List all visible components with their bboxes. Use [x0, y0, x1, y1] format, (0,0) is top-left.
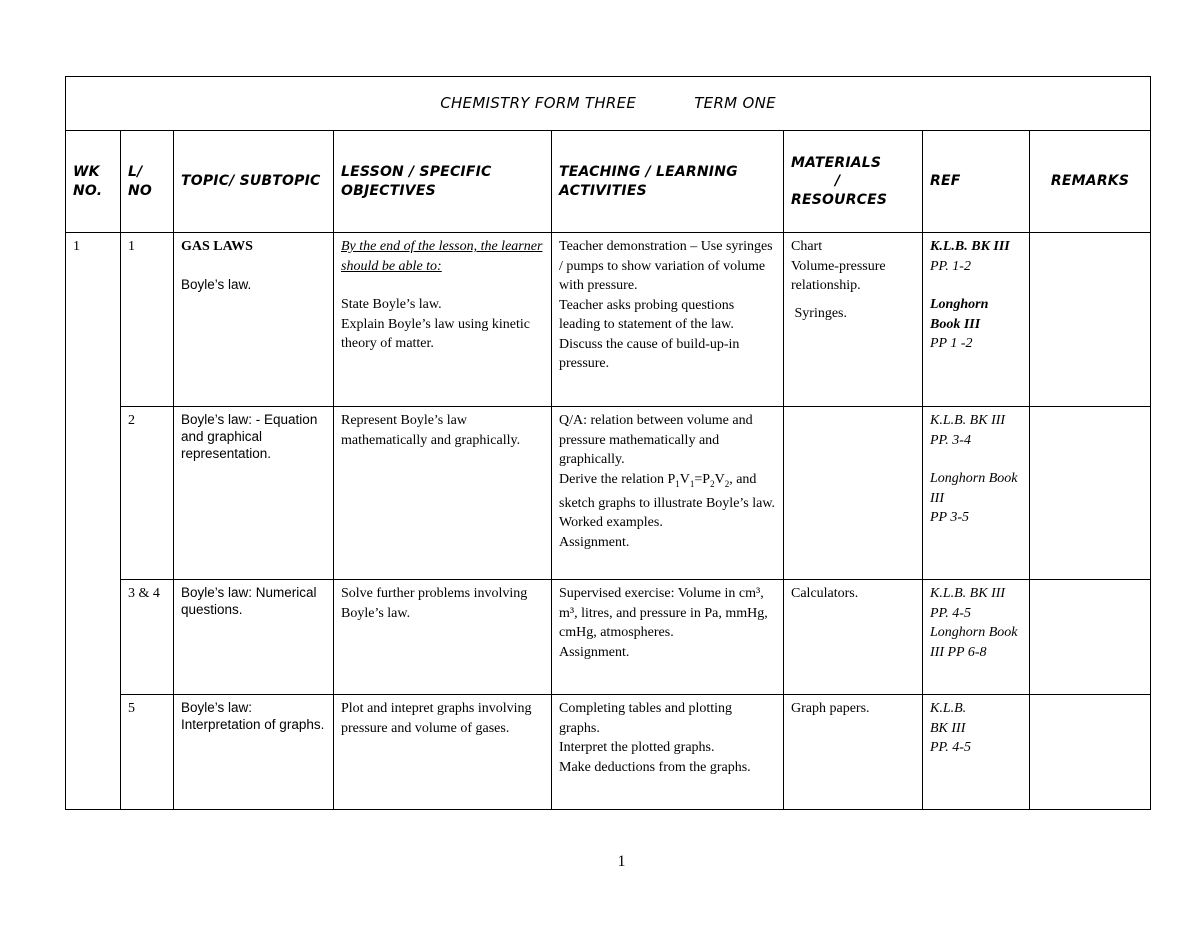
header-materials-line2: / [835, 173, 841, 190]
topic-cell: Boyle’s law: Numerical questions. [174, 580, 334, 695]
activity-item: Discuss the cause of build-up-in pressure. [559, 336, 740, 371]
ref-item: PP. 4-5 [930, 740, 971, 755]
header-materials [784, 131, 923, 233]
activity-item: Completing tables and plotting graphs. [559, 701, 733, 736]
lesson-number: 5 [121, 695, 174, 810]
ref-item: PP. 1-2 [930, 258, 971, 274]
header-materials-line1: MATERIALS [791, 154, 882, 171]
materials-cell: Graph papers. [784, 695, 923, 810]
ref-cell [923, 580, 1030, 695]
header-lno: L/ NO [121, 131, 174, 233]
objectives-cell: Solve further problems involving Boyle’s law. [334, 580, 552, 695]
activity-item: Teacher demonstration – Use syringes / pumps to show variation of volume with pressure. [559, 239, 773, 293]
activities-cell [552, 407, 784, 580]
ref-item: K.L.B. BK III [930, 239, 1010, 254]
header-ref: REF [923, 131, 1030, 233]
lesson-number: 2 [121, 407, 174, 580]
topic-main: GAS LAWS [181, 239, 253, 254]
activity-item: Interpret the plotted graphs. [559, 740, 715, 755]
lesson-number: 3 & 4 [121, 580, 174, 695]
week-number: 1 [66, 233, 121, 810]
topic-cell: Boyle’s law: - Equation and graphical representation. [174, 407, 334, 580]
topic-sub: Boyle’s law. [181, 276, 252, 292]
materials-cell: Calculators. [784, 580, 923, 695]
header-wk: WK NO. [66, 131, 121, 233]
header-objectives: LESSON / SPECIFIC OBJECTIVES [334, 131, 552, 233]
ref-item: BK III [930, 720, 966, 736]
title-subject: CHEMISTRY FORM THREE [440, 93, 637, 112]
header-topic: TOPIC/ SUBTOPIC [174, 131, 334, 233]
remarks-cell [1030, 695, 1151, 810]
remarks-cell [1030, 233, 1151, 407]
remarks-cell [1030, 580, 1151, 695]
ref-item: PP 1 -2 [930, 336, 973, 351]
ref-item: PP 3-5 [930, 510, 970, 525]
activity-item: Make deductions from the graphs. [559, 759, 751, 775]
activity-item: Assignment. [559, 644, 630, 660]
table-row [66, 233, 1151, 407]
objectives-intro: By the end of the lesson, the learner should be able to: [341, 239, 543, 274]
table-row [66, 695, 1151, 810]
objective-item: Explain Boyle’s law using kinetic theory of matter. [341, 316, 530, 351]
header-activities: TEACHING / LEARNING ACTIVITIES [552, 131, 784, 233]
title-term: TERM ONE [694, 93, 776, 112]
ref-item: PP. 3-4 [930, 432, 971, 448]
activity-item: Q/A: relation between volume and pressure mathematically and graphically. [559, 413, 753, 467]
table-row [66, 580, 1151, 695]
topic-cell: Boyle’s law: Interpretation of graphs. [174, 695, 334, 810]
activity-item: Teacher asks probing questions leading to statement of the law. [559, 297, 735, 332]
ref-item: PP. 4-5 [930, 605, 971, 621]
activity-item: Supervised exercise: Volume in cm³, m³, litres, and pressure in Pa, mmHg, cmHg, atmospheres. [559, 586, 768, 640]
objectives-cell [334, 233, 552, 407]
header-row [66, 131, 1151, 233]
objective-item: State Boyle’s law. [341, 297, 442, 312]
activities-cell [552, 580, 784, 695]
header-remarks: REMARKS [1030, 131, 1151, 233]
activity-item: Assignment. [559, 534, 630, 550]
ref-item: K.L.B. BK III [930, 586, 1006, 601]
activity-formula: Derive the relation $P_1V_1=P_2V_2$, and sketch graphs to illustrate Boyle’s law. [559, 471, 776, 511]
activity-item: Worked examples. [559, 515, 663, 531]
lesson-number: 1 [121, 233, 174, 407]
ref-cell [923, 695, 1030, 810]
objectives-cell: Represent Boyle’s law mathematically and graphically. [334, 407, 552, 580]
material-item: Volume-pressure relationship. [791, 258, 886, 293]
ref-item: K.L.B. BK III [930, 413, 1006, 428]
ref-cell [923, 233, 1030, 407]
table-row [66, 407, 1151, 580]
topic-cell [174, 233, 334, 407]
ref-item: Longhorn Book III [930, 471, 1018, 506]
document-title [66, 77, 1151, 131]
material-item: Chart [791, 239, 823, 254]
page-number: 1 [617, 853, 626, 870]
materials-cell [784, 407, 923, 580]
ref-item: K.L.B. [930, 701, 967, 716]
objectives-cell: Plot and intepret graphs involving pressure and volume of gases. [334, 695, 552, 810]
header-materials-line3: RESOURCES [791, 191, 888, 208]
activities-cell [552, 695, 784, 810]
activities-cell [552, 233, 784, 407]
ref-cell [923, 407, 1030, 580]
scheme-of-work-table [65, 76, 1151, 810]
material-item: Syringes. [791, 305, 847, 321]
materials-cell [784, 233, 923, 407]
remarks-cell [1030, 407, 1151, 580]
ref-item: Longhorn Book III PP 6-8 [930, 625, 1018, 660]
ref-item: Longhorn Book III [930, 297, 989, 332]
